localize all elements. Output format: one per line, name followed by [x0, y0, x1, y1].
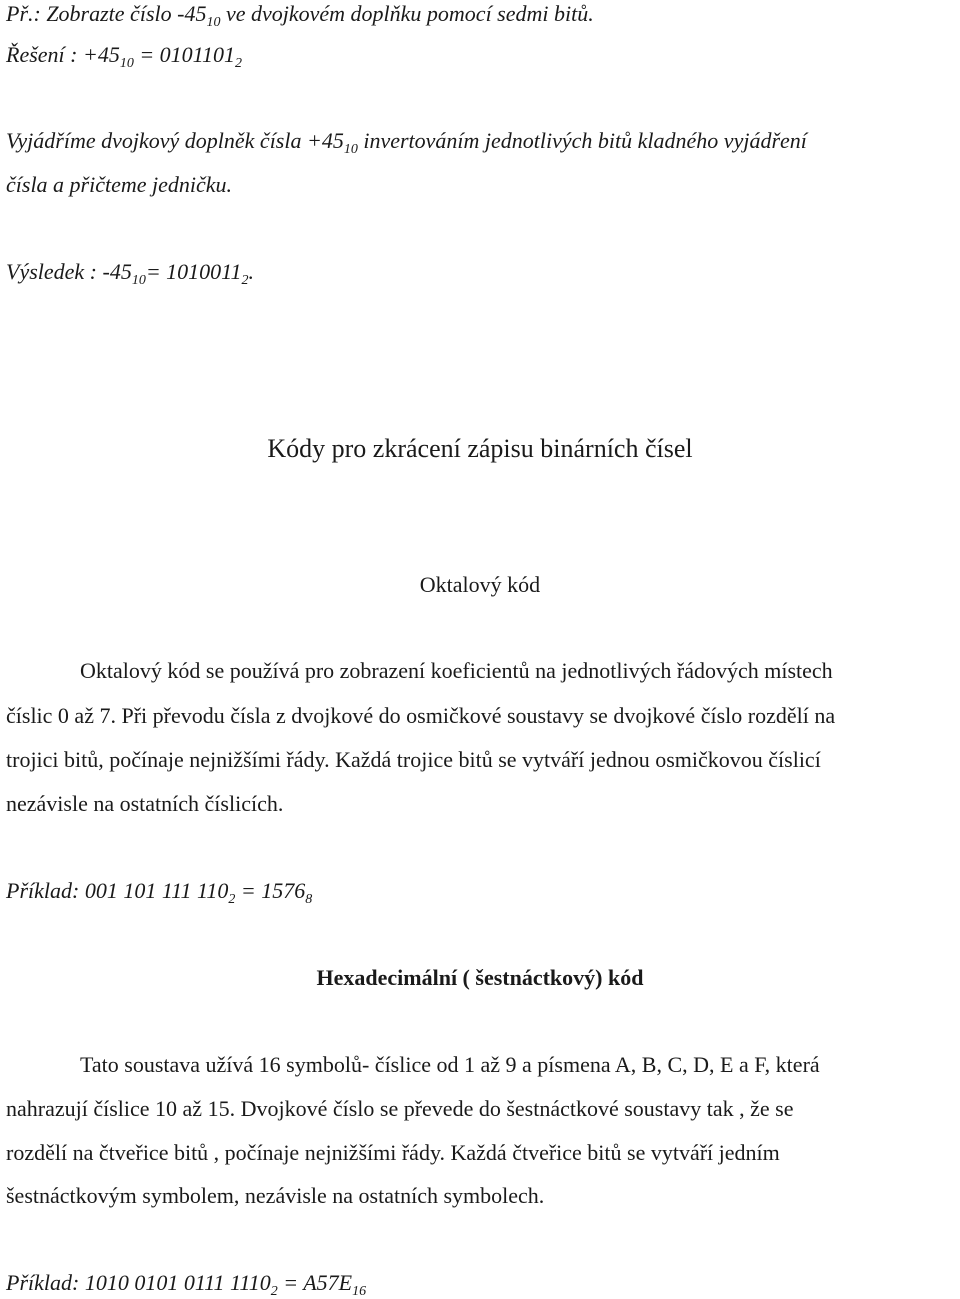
octal-example: Příklad: 001 101 111 $110_2 = 1576_8$	[6, 878, 313, 907]
octal-paragraph-line-4: nezávisle na ostatních číslicích.	[6, 791, 284, 816]
result-line: Výsledek : $-45_{10}= 1010011_2$.	[6, 259, 255, 288]
hex-paragraph-line-1: Tato soustava užívá 16 symbolů- číslice od 1 až 9 a písmena A, B, C, D, E a F, která	[80, 1052, 820, 1077]
example-task: Př.: Zobrazte číslo $-45_{10}$ ve dvojkovém doplňku pomocí sedmi bitů.	[6, 1, 594, 30]
octal-paragraph-line-2: číslic 0 až 7. Při převodu čísla z dvojkové do osmičkové soustavy se dvojkové číslo rozdělí na	[6, 703, 836, 728]
hex-paragraph-line-4: šestnáctkovým symbolem, nezávisle na ostatních symbolech.	[6, 1183, 545, 1208]
octal-heading: Oktalový kód	[419, 572, 541, 597]
explanation-line-1: Vyjádříme dvojkový doplněk čísla $+45_{10}$ invertováním jednotlivých bitů kladného vyjádření	[6, 128, 807, 157]
explanation-line-2: čísla a přičteme jedničku.	[6, 172, 233, 197]
hex-example: Příklad: 1010 0101 0111 $1110_2 = A57E_{16}$	[6, 1270, 367, 1299]
hex-paragraph-line-2: nahrazují číslice 10 až 15. Dvojkové číslo se převede do šestnáctkové soustavy tak , že se	[6, 1096, 794, 1121]
octal-paragraph-line-1: Oktalový kód se používá pro zobrazení koeficientů na jednotlivých řádových místech	[80, 658, 833, 683]
section-title: Kódy pro zkrácení zápisu binárních čísel	[267, 434, 693, 463]
solution-line: Řešení : $+45_{10} = 0101101_2$	[6, 42, 243, 71]
octal-paragraph-line-3: trojici bitů, počínaje nejnižšími řády. Každá trojice bitů se vytváří jednou osmičkovou číslicí	[6, 747, 821, 772]
hex-heading: Hexadecimální ( šestnáctkový) kód	[316, 965, 644, 990]
hex-paragraph-line-3: rozdělí na čtveřice bitů , počínaje nejnižšími řády. Každá čtveřice bitů se vytváří jedním	[6, 1140, 780, 1165]
